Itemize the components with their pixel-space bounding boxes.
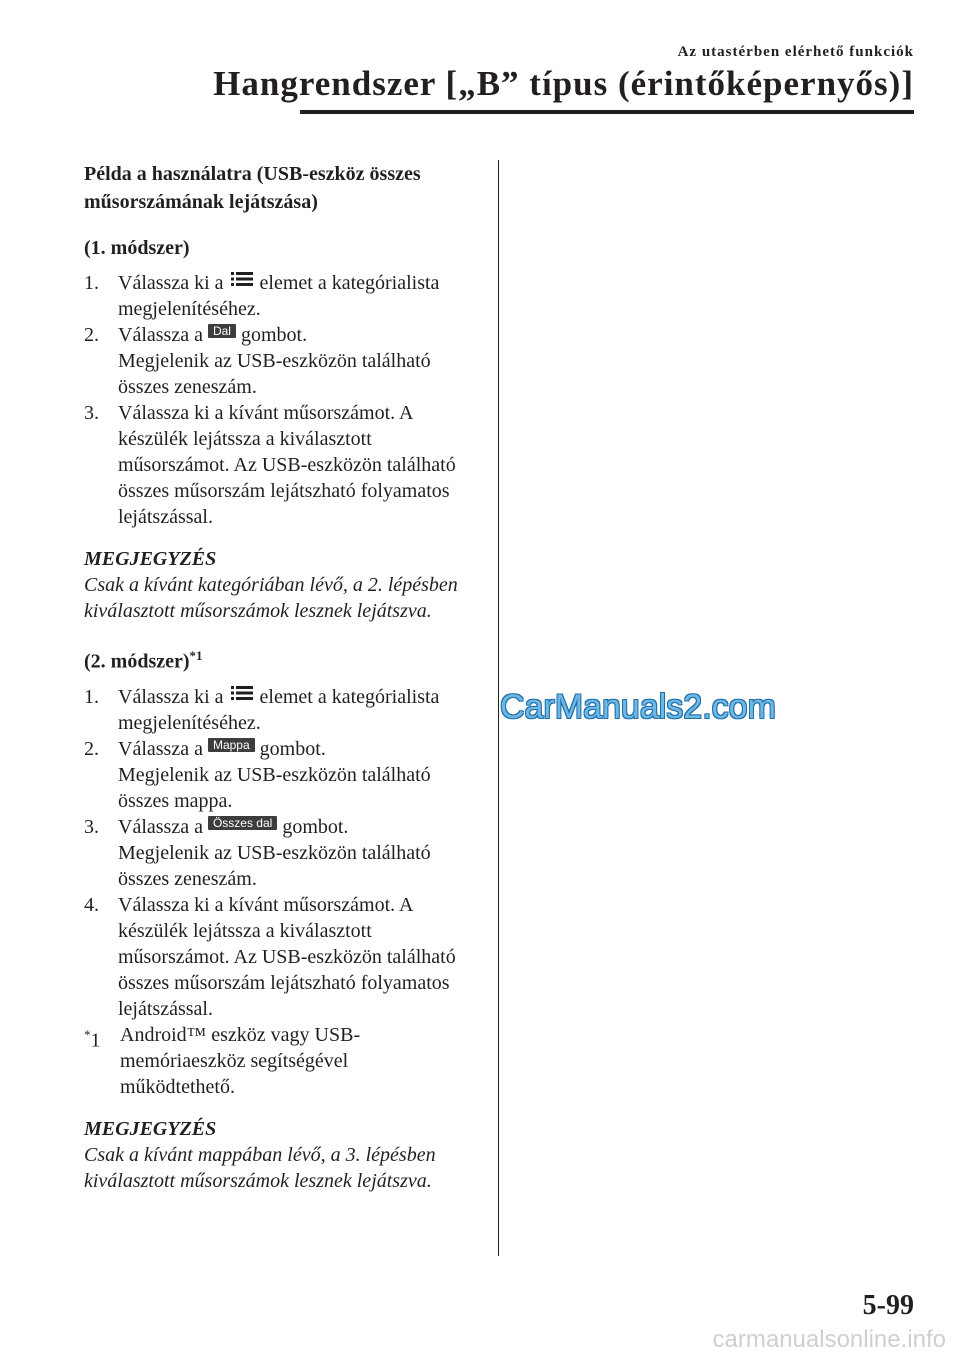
osszes-dal-button: Összes dal [208, 816, 277, 830]
mappa-button: Mappa [208, 738, 255, 752]
step-number: 2. [84, 324, 99, 346]
list-icon [231, 685, 253, 701]
footnote-text: Android™ eszköz vagy USB-memóriaeszköz segítségével működtethető. [120, 1023, 361, 1098]
watermark: CarManuals2.com [500, 688, 776, 726]
main-column [84, 160, 468, 1194]
step-number: 4. [84, 893, 99, 916]
method1-steps [84, 270, 468, 530]
method2-title: (2. módszer)$^{*1}$ [84, 648, 203, 673]
method1-title: (1. módszer) [84, 237, 190, 259]
step-number: 1. [84, 272, 99, 294]
note-block [84, 1116, 468, 1194]
step-number: 1. [84, 685, 99, 708]
note-block [84, 546, 468, 624]
column-divider [498, 160, 499, 1256]
list-icon [231, 271, 253, 287]
note-text: Csak a kívánt kategóriában lévő, a 2. lépésben kiválasztott műsorszámok lesznek lejátszva. [84, 574, 458, 622]
note-title: MEGJEGYZÉS [84, 548, 217, 570]
note-text: Csak a kívánt mappában lévő, a 3. lépésben kiválasztott műsorszámok lesznek lejátszva. [84, 1143, 436, 1192]
page-title: Hangrendszer [„B” típus (érintőképernyős)] [213, 64, 914, 103]
step-item: 4. Válassza ki a kívánt műsorszámot. A készülék lejátssza a kiválasztott műsorszámot. Az USB-eszközön található összes műsorszám lejátszható folyamatos lejátszással. [84, 893, 456, 1020]
step-number: 3. [84, 402, 99, 424]
step-number: 3. [84, 815, 99, 838]
method2-steps [84, 684, 468, 1022]
title-rule [300, 110, 914, 114]
note-title: MEGJEGYZÉS [84, 1117, 217, 1140]
step-item: 2. Válassza a Dal gombot. Megjelenik az USB-eszközön található összes zeneszám. [84, 324, 431, 398]
site-watermark: carmanualsonline.info [712, 1326, 946, 1353]
step-item: 1. Válassza ki a elemet a kategórialista megjelenítéséhez. [84, 685, 440, 734]
example-heading: Példa a használatra (USB-eszköz összes műsorszámának lejátszása) [84, 163, 421, 213]
step-item: 3. Válassza a Összes dal gombot. Megjelenik az USB-eszközön található összes zeneszám. [84, 815, 431, 890]
footnote: *1 Android™ eszköz vagy USB-memóriaeszköz segítségével működtethető. [84, 1022, 468, 1100]
step-item: 1. Válassza ki a elemet a kategórialista megjelenítéséhez. [84, 272, 440, 320]
step-item: 3. Válassza ki a kívánt műsorszámot. A készülék lejátssza a kiválasztott műsorszámot. Az USB-eszközön található összes műsorszám lejátszható folyamatos lejátszással. [84, 402, 456, 528]
section-label: Az utastérben elérhető funkciók [677, 44, 914, 60]
page-number: 5-99 [862, 1290, 914, 1321]
step-item: 2. Válassza a Mappa gombot. Megjelenik az USB-eszközön található összes mappa. [84, 737, 431, 812]
step-number: 2. [84, 737, 99, 760]
dal-button: Dal [208, 324, 236, 338]
